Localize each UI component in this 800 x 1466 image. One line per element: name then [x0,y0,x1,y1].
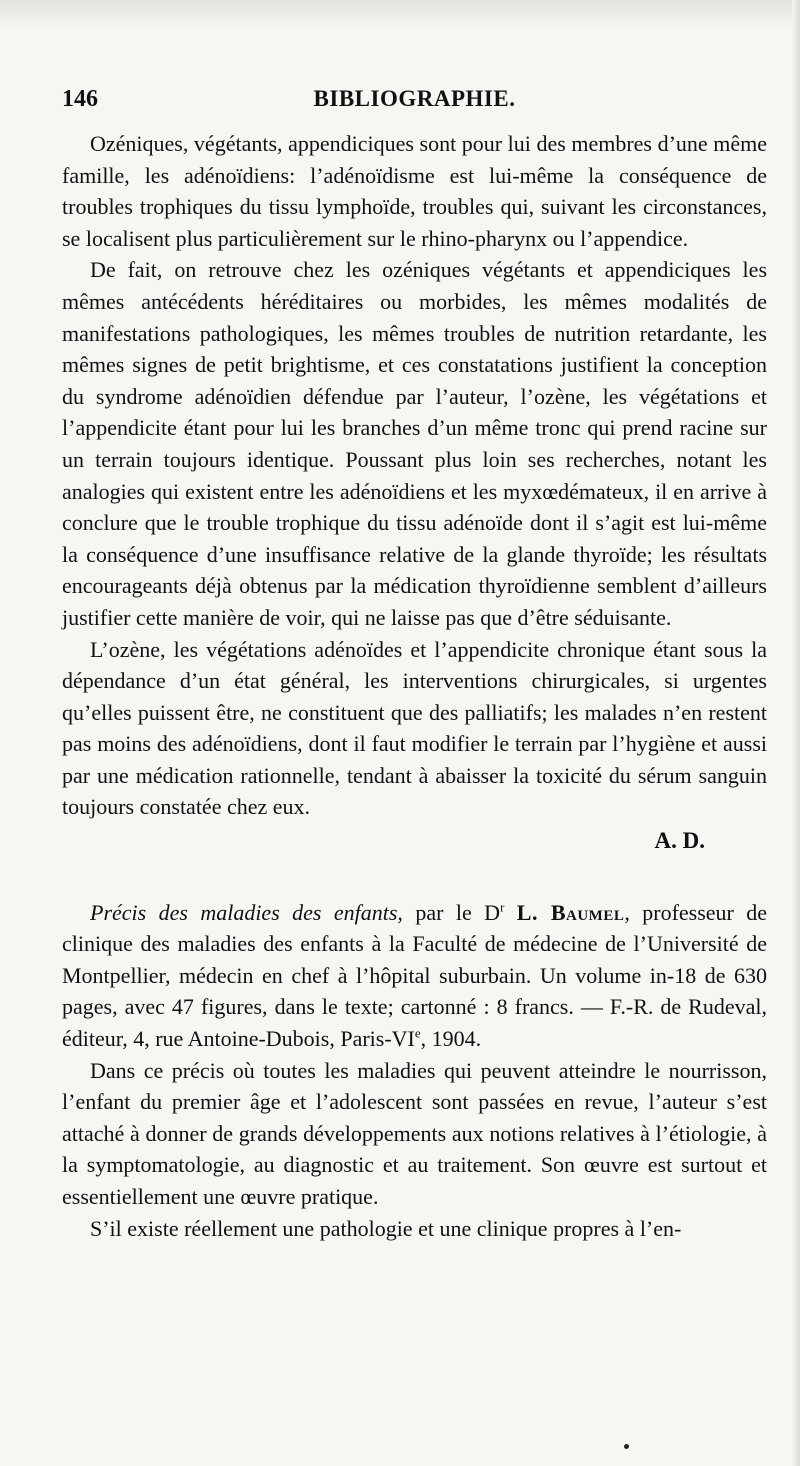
page-header [62,86,767,116]
doctor-sup: r [500,899,505,915]
bibliographic-entry [62,897,767,1055]
paragraph-de-fait: De fait, on retrouve chez les ozéniques végétants et appendiciques les mêmes antécédents héréditaires ou morbides, les mêmes modalités de manifestations pathologiques, les mêmes troubles de nutrition retardante, les mêmes signes de petit brightisme, et ces constatations justifient la conception du syndrome adénoïdien défendue par l’auteur, l’ozène, les végétations et l’appendicite étant pour lui les branches d’un même tronc qui prend racine sur un terrain toujours identique. Poussant plus loin ses recherches, notant les analogies qui existent entre les adénoïdiens et les myxœdémateux, il en arrive à conclure que le trouble trophique du tissu adénoïde dont il s’agit est lui-même la conséquence d’une insuffisance relative de la glande thyroïde; les résultats encourageants déjà obtenus par la médication thyroïdienne semblent d’ailleurs justifier cette manière de voir, qui ne laisse pas que d’être séduisante. [62,257,767,630]
by-text: par le [415,899,472,925]
entry-sup: e [414,1025,421,1041]
paragraph-ozeniques: Ozéniques, végétants, appendiciques sont pour lui des membres d’une même famille, les adénoïdiens: l’adénoïdisme est lui-même la conséquence de troubles trophiques du tissu lymphoïde, troubles qui, suivant les circonstances, se localisent plus particulièrement sur le rhino-pharynx ou l’appendice. [62,131,767,251]
page-number: 146 [62,86,98,112]
paragraph-ozene: L’ozène, les végétations adénoïdes et l’appendicite chronique étant sous la dépendance d’un état général, les interventions chirurgicales, si urgentes qu’elles puissent être, ne constituent que des palliatifs; les malades n’en restent pas moins des adénoïdiens, dont il faut modifier le terrain par l’hygiène et aussi par une médication rationnelle, tendant à abaisser la toxicité du sérum sanguin toujours constatée chez eux. [62,636,767,820]
scan-top-edge [0,0,800,30]
review-signature: A. D. [654,828,705,854]
entry-details: , professeur de clinique des maladies des enfants à la Faculté de médecine de l’Université de Montpellier, médecin en chef à l’hôpital suburbain. Un volume in-18 de 630 pages, avec 47 figures, dans le texte; cartonné : 8 francs. — F.-R. de Rudeval, éditeur, 4, rue Antoine-Dubois, Paris-VI [62,899,768,1052]
book-title: Précis des maladies des enfants, [90,899,403,925]
document-page [62,86,767,1244]
ink-speck [624,1444,629,1449]
entry-year: , 1904. [420,1026,482,1052]
scan-right-edge [792,0,800,1466]
author-name: L. Baumel [516,899,625,925]
doctor-abbrev: D [484,899,501,925]
running-title: BIBLIOGRAPHIE. [313,86,516,111]
body-text [62,128,767,1244]
paragraph-sil-existe: S’il existe réellement une pathologie et une clinique propres à l’en- [90,1215,682,1241]
paragraph-dans-ce-precis: Dans ce précis où toutes les maladies qui peuvent atteindre le nourrisson, l’enfant du premier âge et l’adolescent sont passées en revue, l’auteur s’est attaché à donner de grands développements aux notions relatives à l’étiologie, à la symptomatologie, au diagnostic et au traitement. Son œuvre est surtout et essentiellement une œuvre pratique. [62,1057,767,1209]
